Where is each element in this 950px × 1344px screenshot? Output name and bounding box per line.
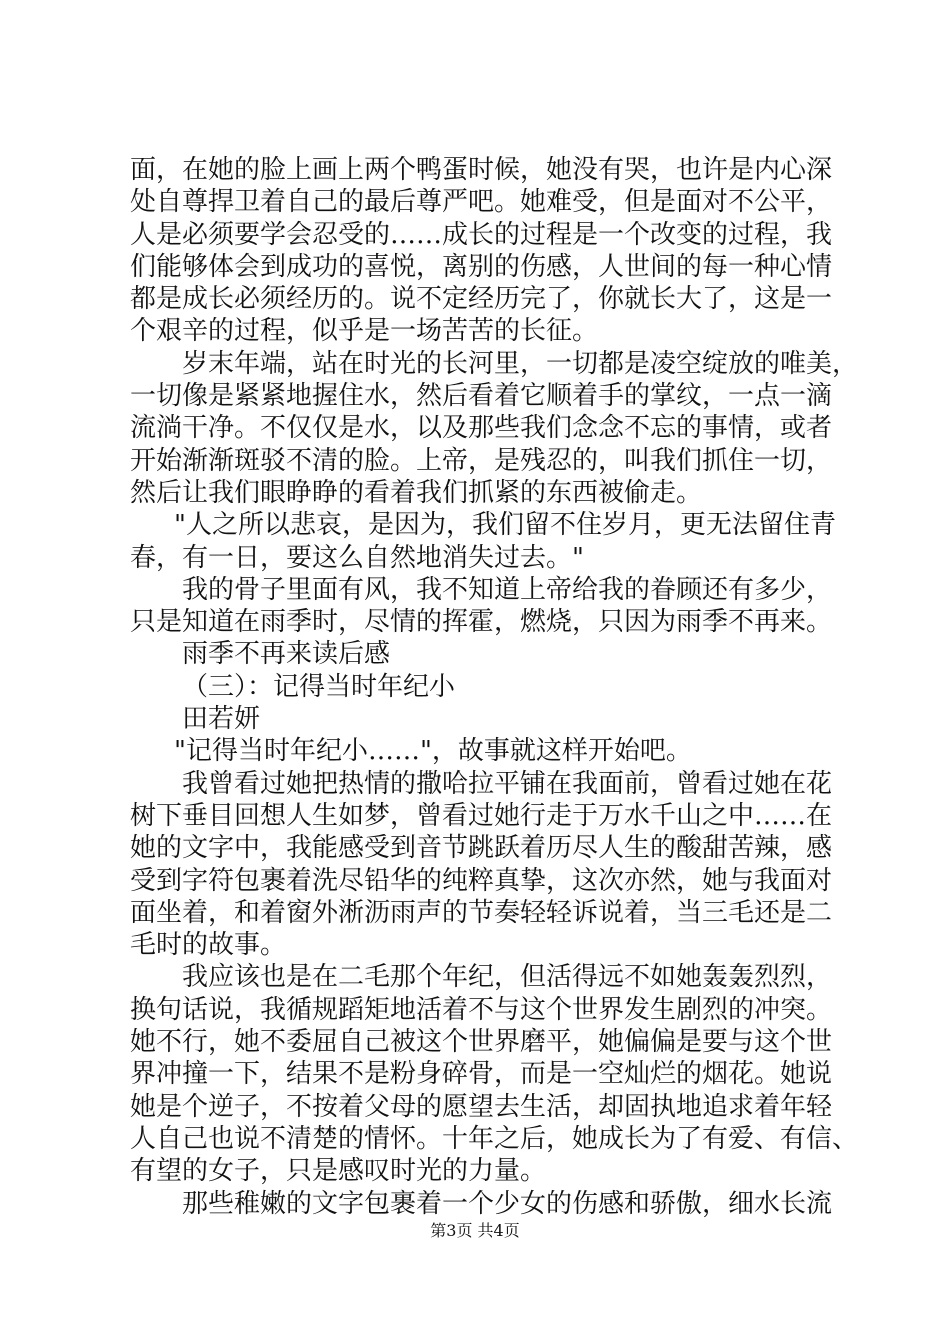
text-line: 一切像是紧紧地握住水，然后看着它顺着手的掌纹，一点一滴 [130, 381, 833, 412]
text-line: 只是知道在雨季时，尽情的挥霍，燃烧，只因为雨季不再来。 [130, 607, 833, 638]
text-line: 们能够体会到成功的喜悦，离别的伤感，人世间的每一种心情 [130, 251, 833, 282]
text-line: 受到字符包裹着洗尽铅华的纯粹真挚，这次亦然，她与我面对 [130, 865, 833, 896]
text-line: 我的骨子里面有风，我不知道上帝给我的眷顾还有多少， [182, 574, 833, 605]
page-number: 第3页 共4页 [430, 1221, 520, 1240]
text-line: 人是必须要学会忍受的……成长的过程是一个改变的过程，我 [130, 219, 833, 250]
author-name: 田若妍 [182, 704, 261, 735]
text-line: 有望的女子，只是感叹时光的力量。 [130, 1156, 547, 1187]
text-line: 她的文字中，我能感受到音节跳跃着历尽人生的酸甜苦辣，感 [130, 833, 833, 864]
text-line: "记得当时年纪小……"，故事就这样开始吧。 [174, 736, 692, 767]
text-line: 岁末年端，站在时光的长河里，一切都是凌空绽放的唯美， [182, 348, 859, 379]
text-line: 春，有一日，要这么自然地消失过去。" [130, 542, 584, 573]
document-body [130, 154, 859, 1220]
text-line: 换句话说，我循规蹈矩地活着不与这个世界发生剧烈的冲突。 [130, 994, 833, 1025]
text-line: 她不行，她不委屈自己被这个世界磨平，她偏偏是要与这个世 [130, 1027, 833, 1058]
text-line: 面，在她的脸上画上两个鸭蛋时候，她没有哭，也许是内心深 [130, 155, 833, 185]
text-line: 毛时的故事。 [130, 930, 287, 961]
text-line: 面坐着，和着窗外淅沥雨声的节奏轻轻诉说着，当三毛还是二 [130, 897, 833, 928]
text-line: 界冲撞一下，结果不是粉身碎骨，而是一空灿烂的烟花。她说 [130, 1059, 833, 1090]
text-line: 都是成长必须经历的。说不定经历完了，你就长大了，这是一 [130, 284, 833, 315]
text-line: 我应该也是在二毛那个年纪，但活得远不如她轰轰烈烈， [182, 962, 833, 993]
text-line: 开始渐渐斑驳不清的脸。上帝，是残忍的，叫我们抓住一切， [130, 445, 833, 476]
text-line: 人自己也说不清楚的情怀。十年之后，她成长为了有爱、有信、 [130, 1123, 859, 1154]
text-line: 她是个逆子，不按着父母的愿望去生活，却固执地追求着年轻 [130, 1091, 833, 1122]
text-line: 那些稚嫩的文字包裹着一个少女的伤感和骄傲，细水长流 [182, 1188, 833, 1219]
text-line: 处自尊捍卫着自己的最后尊严吧。她难受，但是面对不公平， [130, 187, 833, 218]
text-line: 流淌干净。不仅仅是水，以及那些我们念念不忘的事情，或者 [130, 413, 833, 444]
text-line: 树下垂目回想人生如梦，曾看过她行走于万水千山之中……在 [130, 800, 833, 831]
text-line: 我曾看过她把热情的撒哈拉平铺在我面前，曾看过她在花 [182, 768, 833, 799]
text-line: 个艰辛的过程，似乎是一场苦苦的长征。 [130, 316, 599, 347]
section-subtitle: （三）：记得当时年纪小 [182, 671, 456, 702]
text-line: 然后让我们眼睁睁的看着我们抓紧的东西被偷走。 [130, 477, 703, 508]
section-title: 雨季不再来读后感 [182, 639, 391, 670]
text-line: "人之所以悲哀，是因为，我们留不住岁月，更无法留住青 [174, 510, 836, 541]
